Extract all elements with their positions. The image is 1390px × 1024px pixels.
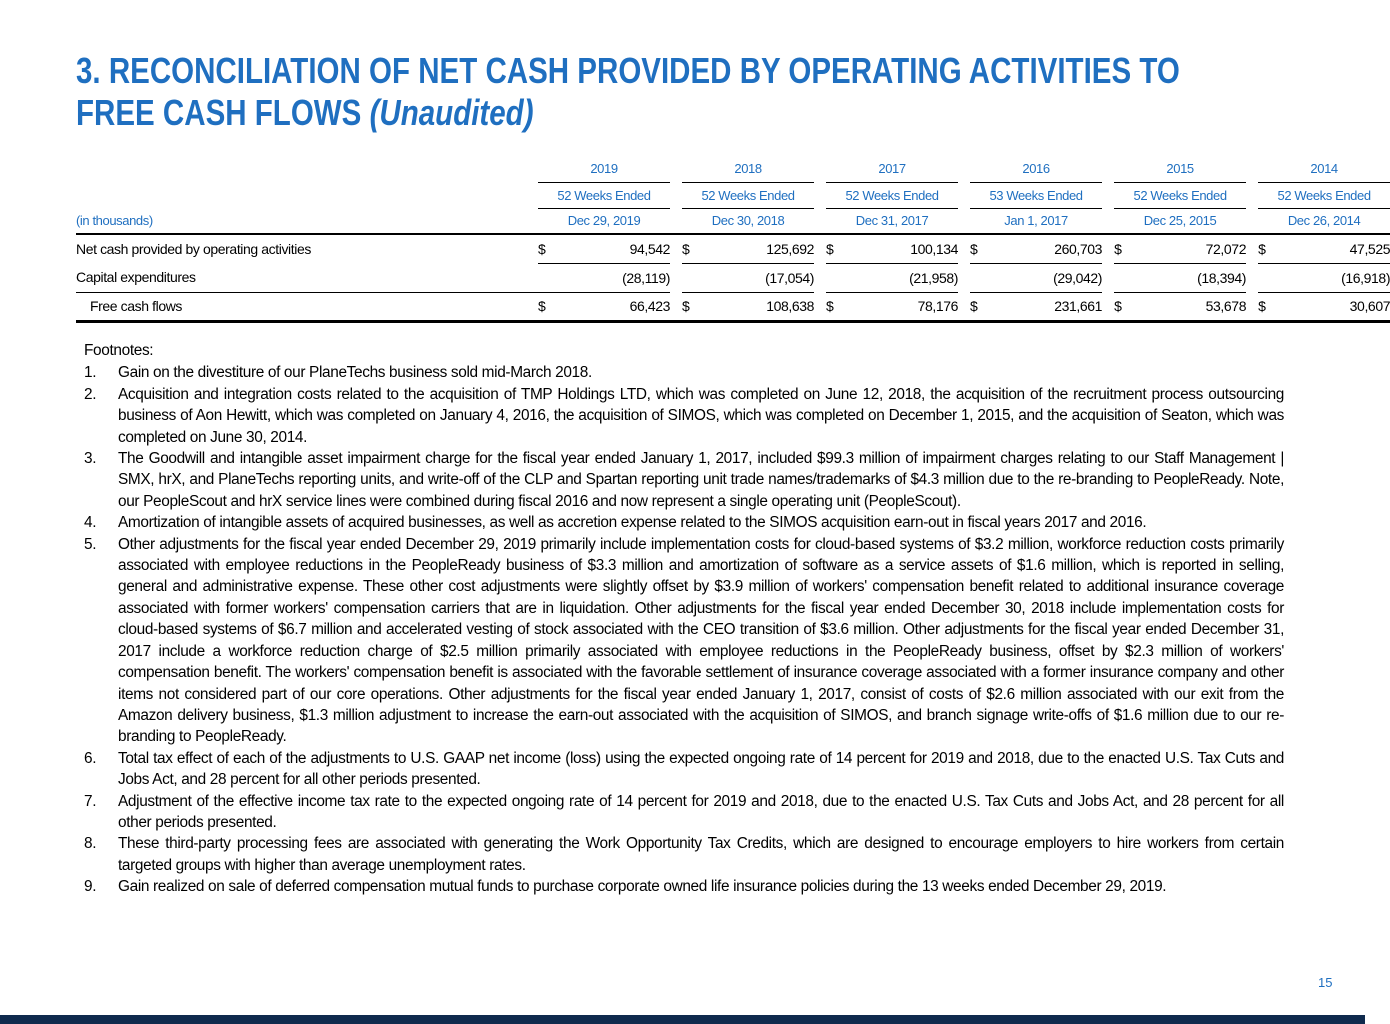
cell-value: 30,607 xyxy=(1278,292,1390,321)
page-number: 15 xyxy=(1318,975,1333,990)
header-row-years xyxy=(76,156,1390,182)
col-weeks: 52 Weeks Ended xyxy=(682,182,814,208)
table-row xyxy=(76,234,1390,263)
col-date: Dec 29, 2019 xyxy=(538,208,670,234)
col-date: Jan 1, 2017 xyxy=(970,208,1102,234)
footnote-number: 4. xyxy=(84,514,97,532)
footnote-number: 6. xyxy=(84,749,97,767)
dollar-sign: $ xyxy=(826,234,846,263)
cell-value: (28,119) xyxy=(558,263,670,292)
footnote-text: Gain realized on sale of deferred compensation mutual funds to purchase corporate owned life insurance policies during the 13 weeks ended December 29, 2019. xyxy=(118,878,1167,896)
row-label: Free cash flows xyxy=(76,292,538,321)
col-weeks: 52 Weeks Ended xyxy=(826,182,958,208)
title-main: FREE CASH FLOWS xyxy=(76,92,362,133)
cell-value: 78,176 xyxy=(846,292,958,321)
title-line-1: 3. RECONCILIATION OF NET CASH PROVIDED BY OPERATING ACTIVITIES TO xyxy=(76,50,1180,91)
footnote-text: Other adjustments for the fiscal year ended December 29, 2019 primarily include implementation costs for cloud-based systems of $3.2 million, workforce reduction costs primarily associated with employee reductions in the PeopleReady business of $3.3 million and amortization of software as a service assets of $1.6 million, which is reported in selling, general and administrative expense. These other cost adjustments were slightly offset by $3.9 million of workers' compensation benefit related to additional insurance coverage associated with former workers' compensation carriers that are in liquidation. Other adjustments for the fiscal year ended December 30, 2018 include implementation costs for cloud-based systems of $6.7 million and accelerated vesting of stock associated with the CEO transition of $3.6 million. Other adjustments for the fiscal year ended December 31, 2017 include a workforce reduction charge of $2.5 million primarily associated with employee reductions in the PeopleReady business, offset by $2.3 million of workers' compensation benefit. The workers' compensation benefit is associated with the favorable settlement of insurance coverage associated with a former insurance company and other items not considered part of our core operations. Other adjustments for the fiscal year ended January 1, 2017, consist of costs of $2.6 million associated with our exit from the Amazon delivery business, $1.3 million adjustment to increase the earn-out associated with the acquisition of SIMOS, and branch signage write-offs of $1.6 million due to our re-branding to PeopleReady. xyxy=(118,535,1284,746)
table-row xyxy=(76,263,1390,292)
footnote-number: 9. xyxy=(84,878,97,896)
cell-value: (29,042) xyxy=(990,263,1102,292)
dollar-sign: $ xyxy=(682,292,702,321)
col-year: 2014 xyxy=(1258,156,1390,182)
col-year: 2015 xyxy=(1114,156,1246,182)
footnote-text: Amortization of intangible assets of acquired businesses, as well as accretion expense related to the SIMOS acquisition earn-out in fiscal years 2017 and 2016. xyxy=(118,514,1147,532)
col-weeks: 52 Weeks Ended xyxy=(538,182,670,208)
cell-value: 100,134 xyxy=(846,234,958,263)
footnote-item xyxy=(84,448,1284,512)
footnote-item xyxy=(84,748,1284,791)
footnote-number: 2. xyxy=(84,385,97,403)
row-label: Capital expenditures xyxy=(76,263,538,292)
dollar-sign: $ xyxy=(1114,292,1134,321)
footnote-item xyxy=(84,534,1284,748)
col-date: Dec 30, 2018 xyxy=(682,208,814,234)
header-row-weeks xyxy=(76,182,1390,208)
footnotes-list xyxy=(84,362,1284,897)
page-title xyxy=(76,50,1180,134)
col-year: 2016 xyxy=(970,156,1102,182)
cell-value: 66,423 xyxy=(558,292,670,321)
title-unaudited: (Unaudited) xyxy=(369,92,534,133)
footnote-text: The Goodwill and intangible asset impairment charge for the fiscal year ended January 1, 2017, included $99.3 million of impairment charges relating to our Staff Management | SMX, hrX, and PlaneTechs reporting units, and write-off of the CLP and Spartan reporting unit trade names/trademarks of $4.3 million due to the re-branding to PeopleReady. Note, our PeopleScout and hrX service lines were combined during fiscal 2016 and now represent a single operating unit (PeopleScout). xyxy=(118,450,1284,510)
cell-value: 47,525 xyxy=(1278,234,1390,263)
dollar-sign: $ xyxy=(1258,234,1278,263)
col-year: 2018 xyxy=(682,156,814,182)
footnote-item xyxy=(84,876,1284,897)
footnote-item xyxy=(84,791,1284,834)
dollar-sign: $ xyxy=(1258,292,1278,321)
cell-value: 94,542 xyxy=(558,234,670,263)
dollar-sign: $ xyxy=(538,292,558,321)
footnote-text: These third-party processing fees are associated with generating the Work Opportunity Tax Credits, which are designed to encourage employers to hire workers from certain targeted groups with higher than average unemployment rates. xyxy=(118,835,1284,874)
dollar-sign: $ xyxy=(538,234,558,263)
dollar-sign: $ xyxy=(1114,234,1134,263)
cell-value: 260,703 xyxy=(990,234,1102,263)
unit-label: (in thousands) xyxy=(76,208,538,234)
footnote-text: Adjustment of the effective income tax rate to the expected ongoing rate of 14 percent for 2019 and 2018, due to the enacted U.S. Tax Cuts and Jobs Act, and 28 percent for all other periods presented. xyxy=(118,792,1284,831)
footnote-text: Gain on the divestiture of our PlaneTechs business sold mid-March 2018. xyxy=(118,364,592,382)
footnote-text: Acquisition and integration costs related to the acquisition of TMP Holdings LTD, which was completed on June 12, 2018, the acquisition of the recruitment process outsourcing business of Aon Hewitt, which was completed on January 4, 2016, the acquisition of SIMOS, which was completed on December 1, 2015, and the acquisition of Seaton, which was completed on June 30, 2014. xyxy=(118,385,1284,446)
footnote-number: 1. xyxy=(84,364,97,382)
cell-value: (16,918) xyxy=(1278,263,1390,292)
cell-value: 72,072 xyxy=(1134,234,1246,263)
col-year: 2017 xyxy=(826,156,958,182)
cell-value: 125,692 xyxy=(702,234,814,263)
title-line-2 xyxy=(76,92,1109,134)
footnote-item xyxy=(84,833,1284,876)
cell-value: 53,678 xyxy=(1134,292,1246,321)
col-weeks: 52 Weeks Ended xyxy=(1114,182,1246,208)
cell-value: (21,958) xyxy=(846,263,958,292)
col-weeks: 53 Weeks Ended xyxy=(970,182,1102,208)
col-date: Dec 26, 2014 xyxy=(1258,208,1390,234)
cell-value: (18,394) xyxy=(1134,263,1246,292)
footnote-number: 5. xyxy=(84,535,97,553)
footnotes xyxy=(84,340,1284,898)
dollar-sign: $ xyxy=(826,292,846,321)
cell-value: 108,638 xyxy=(702,292,814,321)
footnote-item xyxy=(84,384,1284,448)
footnote-item xyxy=(84,512,1284,533)
dollar-sign: $ xyxy=(970,234,990,263)
footnote-number: 7. xyxy=(84,792,97,810)
footnote-text: Total tax effect of each of the adjustments to U.S. GAAP net income (loss) using the expected ongoing rate of 14 percent for 2019 and 2018, due to the enacted U.S. Tax Cuts and Jobs Act, and 28 percent for all other periods presented. xyxy=(118,749,1284,789)
cell-value: 231,661 xyxy=(990,292,1102,321)
footnote-number: 8. xyxy=(84,835,97,853)
col-date: Dec 31, 2017 xyxy=(826,208,958,234)
dollar-sign: $ xyxy=(682,234,702,263)
header-row-dates xyxy=(76,208,1390,234)
dollar-sign: $ xyxy=(970,292,990,321)
col-weeks: 52 Weeks Ended xyxy=(1258,182,1390,208)
col-year: 2019 xyxy=(538,156,670,182)
footnotes-heading: Footnotes: xyxy=(84,342,154,359)
free-cash-flow-table xyxy=(76,156,1390,323)
col-date: Dec 25, 2015 xyxy=(1114,208,1246,234)
table-row-total xyxy=(76,292,1390,321)
row-label: Net cash provided by operating activities xyxy=(76,241,311,257)
footnote-number: 3. xyxy=(84,450,97,468)
footnote-item xyxy=(84,362,1284,383)
footer-bar xyxy=(0,1015,1365,1024)
cell-value: (17,054) xyxy=(702,263,814,292)
